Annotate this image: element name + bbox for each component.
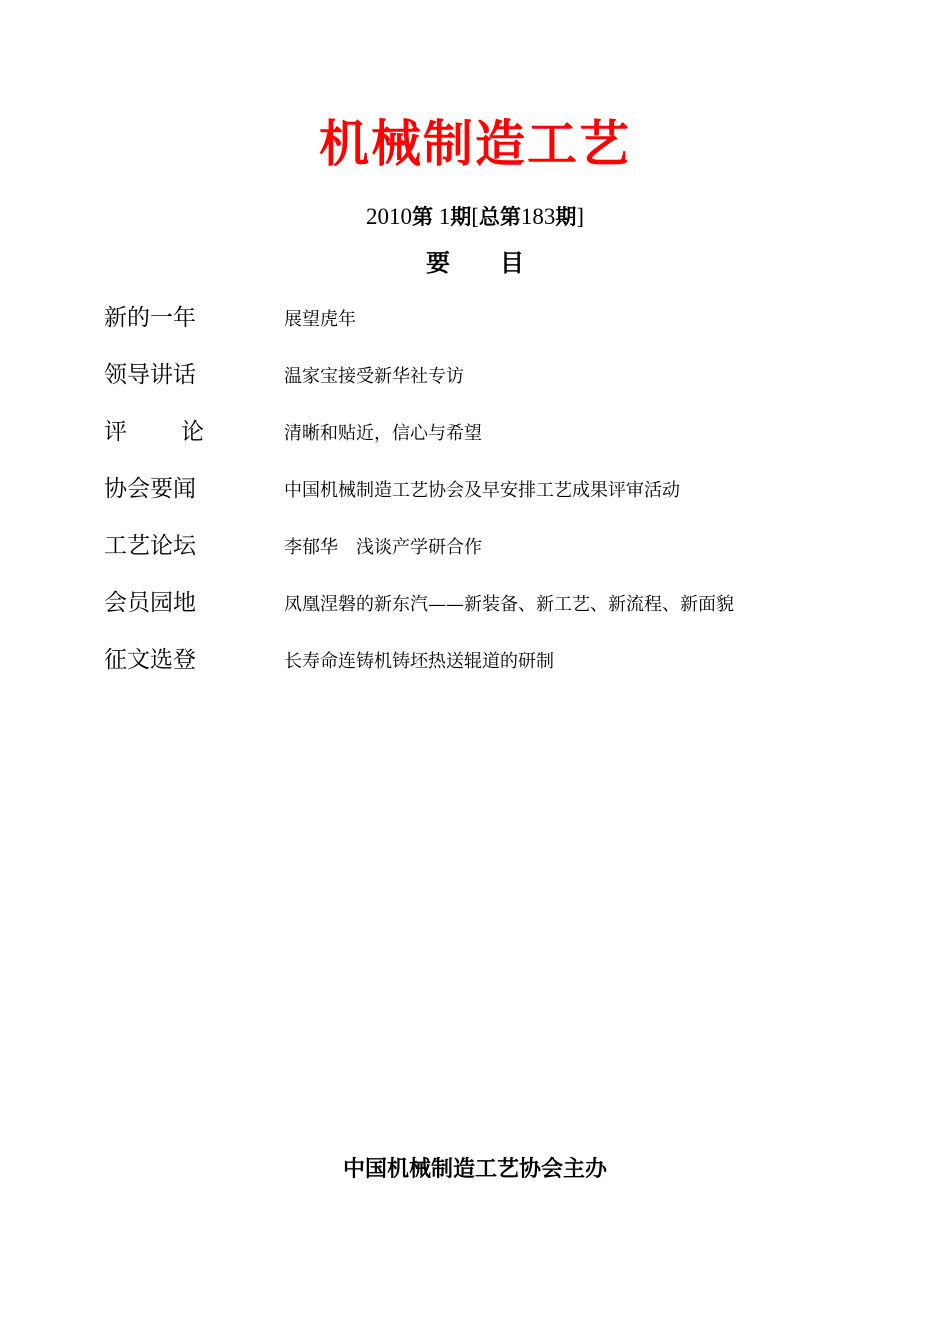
- toc-title: 中国机械制造工艺协会及早安排工艺成果评审活动: [284, 480, 680, 501]
- toc-item[interactable]: [104, 642, 864, 699]
- toc-category: 征文选登: [104, 647, 196, 673]
- toc-title: 凤凰涅磐的新东汽——新装备、新工艺、新流程、新面貌: [284, 594, 734, 615]
- toc-title: 李郁华 浅谈产学研合作: [284, 537, 482, 558]
- issue-total-number: 183: [520, 204, 556, 229]
- table-of-contents: [104, 300, 864, 699]
- issue-number: 1: [438, 204, 451, 229]
- issue-line: [0, 200, 950, 234]
- issue-total-label: 总第: [478, 205, 521, 229]
- issue-total-qi-label: 期: [555, 205, 577, 229]
- toc-item[interactable]: [104, 528, 864, 585]
- issue-year: 2010: [365, 204, 412, 229]
- toc-title: 长寿命连铸机铸坯热送辊道的研制: [284, 651, 554, 672]
- contents-heading-right: 目: [500, 249, 524, 277]
- toc-category: 新的一年: [104, 305, 196, 331]
- publisher-footer: 中国机械制造工艺协会主办: [342, 1157, 607, 1182]
- issue-qi-label: 期: [450, 205, 472, 229]
- toc-category: 会员园地: [104, 590, 196, 616]
- toc-item[interactable]: [104, 300, 864, 357]
- toc-item[interactable]: [104, 585, 864, 642]
- contents-heading-left: 要: [426, 249, 450, 277]
- toc-title: 展望虎年: [284, 309, 356, 330]
- toc-category: 协会要闻: [104, 476, 196, 502]
- issue-bracket-close: ]: [576, 204, 585, 229]
- toc-title: 清晰和贴近，信心与希望: [284, 423, 482, 444]
- issue-di-label: 第: [411, 205, 433, 229]
- toc-category: 领导讲话: [104, 362, 196, 388]
- toc-item[interactable]: [104, 414, 864, 471]
- toc-item[interactable]: [104, 357, 864, 414]
- toc-category: 工艺论坛: [104, 533, 196, 559]
- document-title: 机械制造工艺: [319, 115, 631, 173]
- contents-heading: [0, 246, 950, 280]
- toc-item[interactable]: [104, 471, 864, 528]
- toc-category: 评论: [104, 419, 204, 445]
- toc-title: 温家宝接受新华社专访: [284, 366, 464, 387]
- issue-bracket-open: [: [471, 204, 479, 229]
